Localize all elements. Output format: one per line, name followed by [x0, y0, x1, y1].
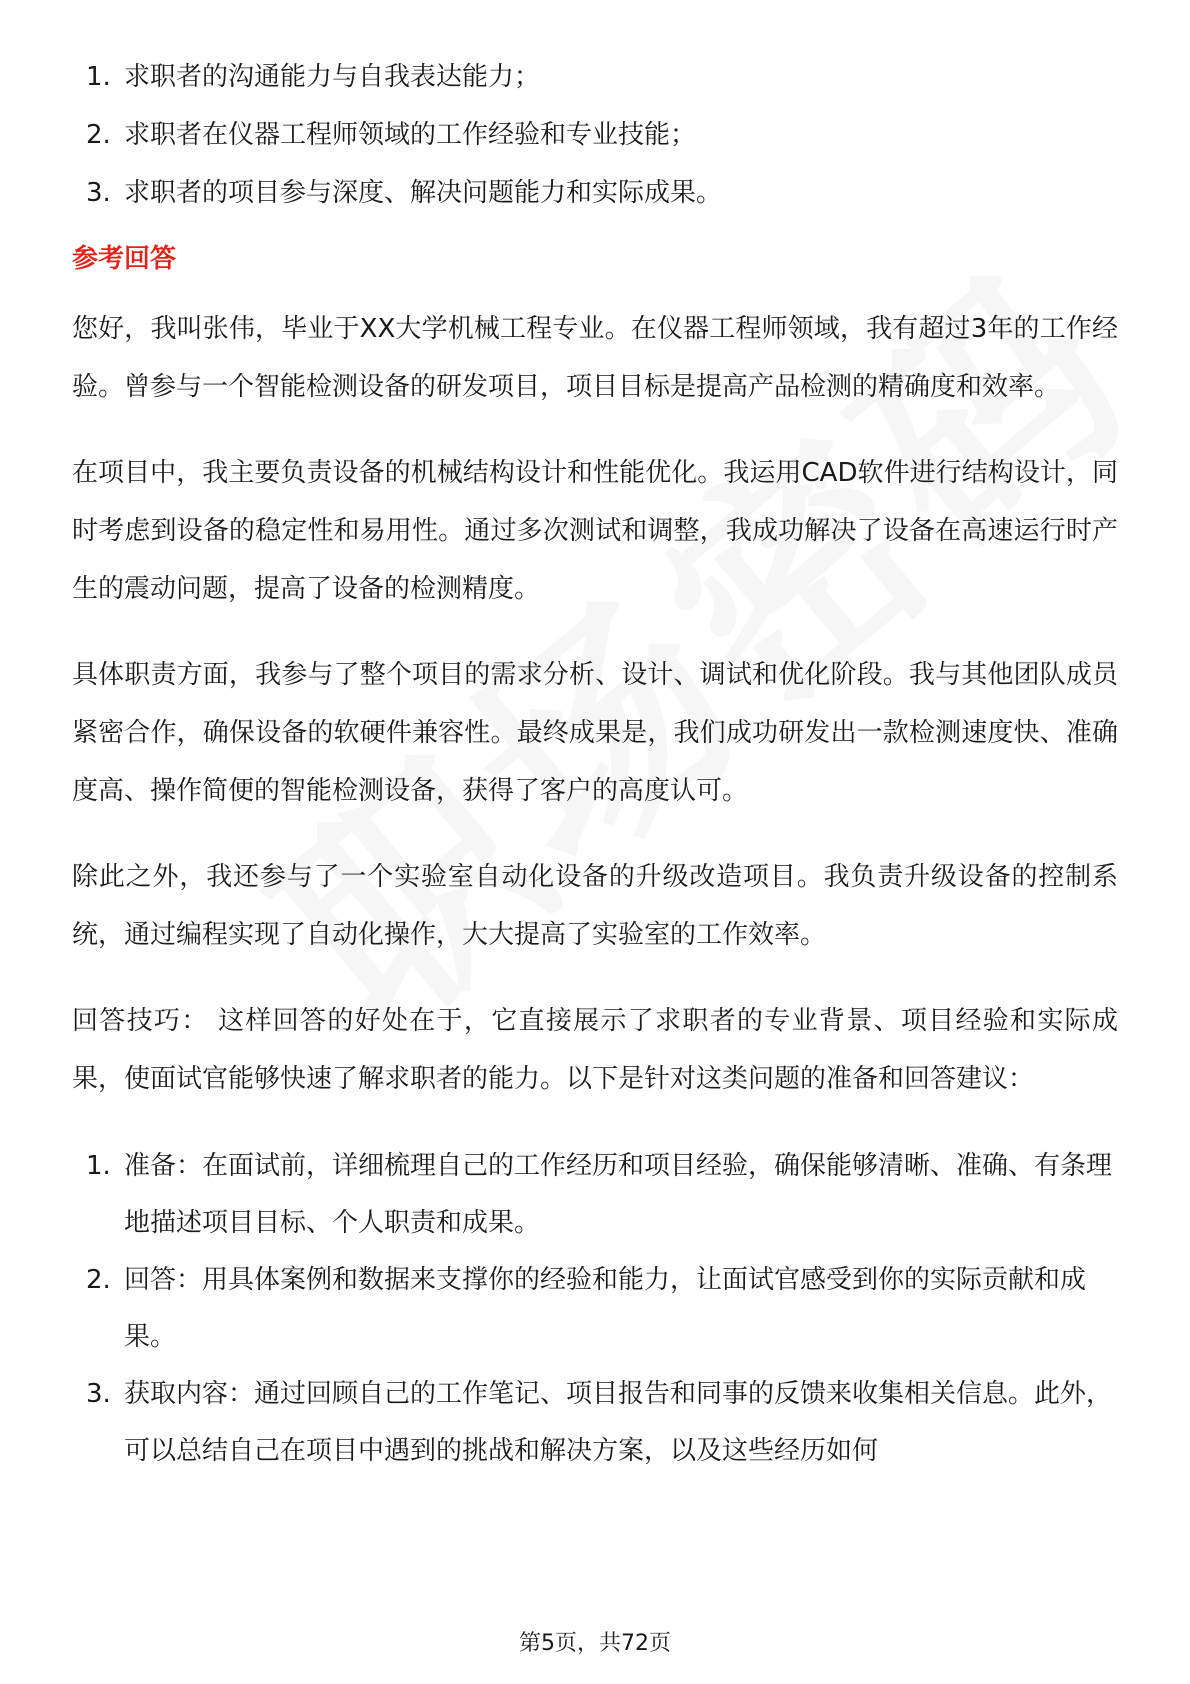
- document-page: [72, 48, 1118, 1618]
- list-item: [72, 1252, 1118, 1366]
- list-number: 2.: [86, 120, 111, 150]
- list-item: [72, 1366, 1118, 1480]
- list-text: 求职者的沟通能力与自我表达能力；: [124, 62, 541, 92]
- page-number-footer: 第5页，共72页: [519, 1631, 671, 1656]
- list-item: [72, 106, 1118, 164]
- answer-paragraph-1: 您好，我叫张伟，毕业于XX大学机械工程专业。在仪器工程师领域，我有超过3年的工作经验。曾参与一个智能检测设备的研发项目，项目目标是提高产品检测的精确度和效率。: [72, 314, 1118, 402]
- advice-list: [72, 1138, 1118, 1480]
- answer-paragraph-2: 在项目中，我主要负责设备的机械结构设计和性能优化。我运用CAD软件进行结构设计，同时考虑到设备的稳定性和易用性。通过多次测试和调整，我成功解决了设备在高速运行时产生的震动问题，提高了设备的检测精度。: [72, 458, 1118, 604]
- list-item: [72, 1138, 1118, 1252]
- answer-paragraph-3: 具体职责方面，我参与了整个项目的需求分析、设计、调试和优化阶段。我与其他团队成员紧密合作，确保设备的软硬件兼容性。最终成果是，我们成功研发出一款检测速度快、准确度高、操作简便的智能检测设备，获得了客户的高度认可。: [72, 660, 1118, 806]
- list-number: 2.: [86, 1265, 111, 1295]
- intro-list: [72, 48, 1118, 222]
- list-text: 获取内容：通过回顾自己的工作笔记、项目报告和同事的反馈来收集相关信息。此外，可以总结自己在项目中遇到的挑战和解决方案，以及这些经历如何: [124, 1379, 1113, 1466]
- list-item: [72, 164, 1118, 222]
- answer-paragraph-4: 除此之外，我还参与了一个实验室自动化设备的升级改造项目。我负责升级设备的控制系统，通过编程实现了自动化操作，大大提高了实验室的工作效率。: [72, 862, 1118, 950]
- list-number: 1.: [86, 62, 111, 92]
- tips-paragraph: 回答技巧： 这样回答的好处在于，它直接展示了求职者的专业背景、项目经验和实际成果，使面试官能够快速了解求职者的能力。以下是针对这类问题的准备和回答建议：: [72, 1006, 1118, 1094]
- list-number: 3.: [86, 1379, 111, 1409]
- list-text: 求职者的项目参与深度、解决问题能力和实际成果。: [124, 178, 723, 208]
- list-item: [72, 48, 1118, 106]
- list-text: 回答：用具体案例和数据来支撑你的经验和能力，让面试官感受到你的实际贡献和成果。: [124, 1265, 1087, 1352]
- list-number: 1.: [86, 1151, 111, 1181]
- list-number: 3.: [86, 178, 111, 208]
- list-text: 准备：在面试前，详细梳理自己的工作经历和项目经验，确保能够清晰、准确、有条理地描述项目目标、个人职责和成果。: [124, 1151, 1113, 1238]
- section-heading: 参考回答: [72, 244, 177, 274]
- list-text: 求职者在仪器工程师领域的工作经验和专业技能；: [124, 120, 697, 150]
